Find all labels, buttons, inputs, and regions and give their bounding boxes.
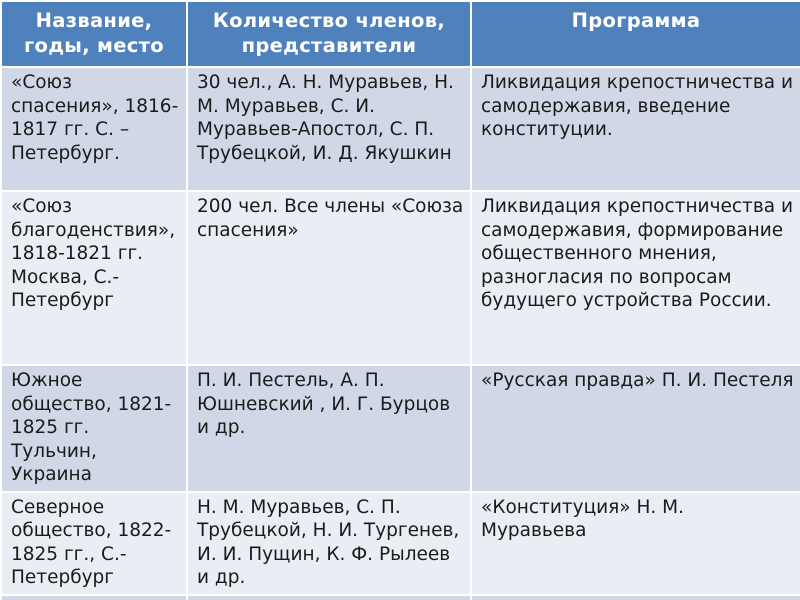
- cell-members: 30 чел., А. Н. Муравьев, Н. М. Муравьев, С. И. Муравьев-Апостол, С. П. Трубецкой, И. Д. Якушкин: [187, 67, 471, 191]
- cell-members: 200 чел. Все члены «Союза спасения»: [187, 191, 471, 365]
- table-row: [1, 191, 800, 365]
- table-header-row: [1, 1, 800, 67]
- table-row-cut-off: [1, 595, 800, 600]
- cell-program-cut-off: [471, 595, 800, 600]
- cell-name: «Союз спасения», 1816-1817 гг. С. – Петербург.: [1, 67, 187, 191]
- cell-members-cut-off: [187, 595, 471, 600]
- cell-members: Н. М. Муравьев, С. П. Трубецкой, Н. И. Тургенев, И. И. Пущин, К. Ф. Рылеев и др.: [187, 492, 471, 595]
- cell-program: Ликвидация крепостничества и самодержавия, введение конституции.: [471, 67, 800, 191]
- cell-name: Северное общество, 1822-1825 гг., С.-Петербург: [1, 492, 187, 595]
- cell-members: П. И. Пестель, А. П. Юшневский , И. Г. Бурцов и др.: [187, 365, 471, 492]
- cell-program: Ликвидация крепостничества и самодержавия, формирование общественного мнения, разногласия по вопросам будущего устройства России.: [471, 191, 800, 365]
- column-header-program: Программа: [471, 1, 800, 67]
- table-row: [1, 365, 800, 492]
- cell-program: «Русская правда» П. И. Пестеля: [471, 365, 800, 492]
- table-row: [1, 492, 800, 595]
- table-row: [1, 67, 800, 191]
- column-header-name: Название, годы, место: [1, 1, 187, 67]
- cell-program: «Конституция» Н. М. Муравьева: [471, 492, 800, 595]
- cell-name-cut-off: [1, 595, 187, 600]
- cell-name: Южное общество, 1821-1825 гг. Тульчин, Украина: [1, 365, 187, 492]
- column-header-members: Количество членов, представители: [187, 1, 471, 67]
- cell-name: «Союз благоденствия», 1818-1821 гг. Москва, С.-Петербург: [1, 191, 187, 365]
